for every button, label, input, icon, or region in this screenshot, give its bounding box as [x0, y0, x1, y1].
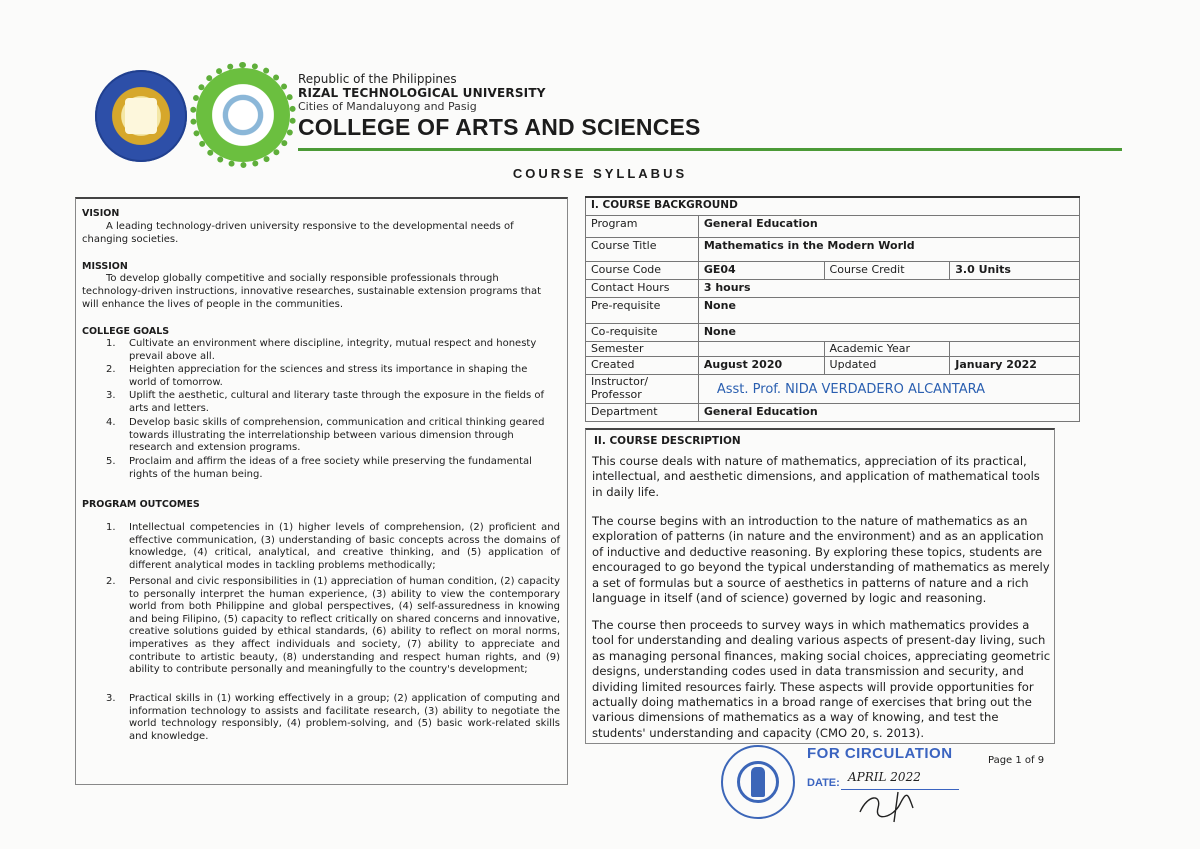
coreq-label: Co-requisite	[586, 324, 699, 342]
prereq-label: Pre-requisite	[586, 298, 699, 324]
mission-text: To develop globally competitive and socially responsible professionals through technology-driven instructions, innovative researches, sustainable extension programs that will enhance the lives of people in the communities.	[82, 273, 542, 310]
course-credit-value: 3.0 Units	[950, 262, 1080, 280]
vision-heading: VISION	[82, 208, 120, 219]
outcome-item: 3. Practical skills in (1) working effectively in a group; (2) application of computing and information technology to assists and facilitate research, (3) ability to negotiate the world technology responsibly, (4) problem-solving, and (5) basic work-related skills and knowledge.	[106, 693, 560, 742]
college-name: COLLEGE OF ARTS AND SCIENCES	[298, 114, 701, 140]
contact-hours-label: Contact Hours	[586, 280, 699, 298]
university-name: RIZAL TECHNOLOGICAL UNIVERSITY	[298, 86, 546, 100]
academic-year-value	[950, 342, 1080, 357]
vision-text: A leading technology-driven university responsive to the developmental needs of changing societies.	[82, 221, 514, 245]
for-circulation-label: FOR CIRCULATION	[807, 745, 953, 762]
description-paragraph: This course deals with nature of mathematics, appreciation of its practical, intellectual, and aesthetic dimensions, and application of mathematical tools in daily life.	[592, 454, 1040, 499]
instructor-value: Asst. Prof. NIDA VERDADERO ALCANTARA	[698, 375, 1079, 404]
republic-line: Republic of the Philippines	[298, 72, 457, 86]
department-value: General Education	[698, 404, 1079, 422]
vmgo-panel	[75, 197, 568, 785]
instructor-label: Instructor/ Professor	[586, 375, 699, 404]
course-credit-label: Course Credit	[824, 262, 950, 280]
stamp-date-label: DATE:	[807, 777, 840, 789]
outcomes-heading: PROGRAM OUTCOMES	[82, 499, 200, 510]
course-background-table	[585, 196, 1080, 422]
course-code-label: Course Code	[586, 262, 699, 280]
goal-item: 1. Cultivate an environment where discipline, integrity, mutual respect and honesty prevail above all.	[106, 338, 537, 362]
outcome-item: 2. Personal and civic responsibilities in (1) appreciation of human condition, (2) capacity to personally interpret the human experience, (3) ability to view the contemporary world from both Philippine and global perspectives, (4) self-assuredness in knowing and being Filipino, (5) capacity to reflect critically on shared concerns and innovative, creative solutions guided by ethical standards, (6) ability to reflect on moral norms, imperatives as they affect individuals and society, (7) ability to appreciate and contribute to artistic beauty, (8) understanding and respect human rights, and (9) ability to contribute personally and meaningfully to the country's development;	[106, 576, 560, 676]
header-divider	[298, 148, 1122, 151]
handwritten-date: APRIL 2022	[848, 770, 921, 784]
goal-item: 2. Heighten appreciation for the sciences and stress its importance in shaping the world of tomorrow.	[106, 364, 528, 388]
description-heading: II. COURSE DESCRIPTION	[594, 435, 741, 447]
created-value: August 2020	[698, 357, 824, 375]
prereq-value: None	[698, 298, 1079, 324]
background-heading: I. COURSE BACKGROUND	[586, 197, 1080, 216]
circulation-seal-icon	[721, 745, 795, 819]
goal-item: 5. Proclaim and affirm the ideas of a free society while preserving the fundamental rights of the human being.	[106, 456, 532, 480]
program-value: General Education	[698, 216, 1079, 238]
course-title-label: Course Title	[586, 238, 699, 262]
course-title-value: Mathematics in the Modern World	[698, 238, 1079, 262]
description-paragraph: The course then proceeds to survey ways in which mathematics provides a tool for understanding and dealing various aspects of present-day living, such as managing personal finances, making social choices, appreciating geometric designs, understanding codes used in data transmission and security, and dividing limited resources fairly. These aspects will provide opportunities for actually doing mathematics in a broad range of exercises that bring out the various dimensions of mathematics as a way of knowing, and test the students' understanding and capacity (CMO 20, s. 2013).	[592, 618, 1051, 740]
semester-value	[698, 342, 824, 357]
cas-logo	[196, 68, 290, 162]
outcome-item: 1. Intellectual competencies in (1) higher levels of comprehension, (2) proficient and effective communication, (3) understanding of basic concepts across the domains of knowledge, (4) critical, analytical, and creative thinking, and (5) application of different analytical modes in tackling problems methodically;	[106, 522, 560, 571]
letterhead	[298, 72, 701, 141]
coreq-value: None	[698, 324, 1079, 342]
goals-heading: COLLEGE GOALS	[82, 326, 170, 337]
page-title: COURSE SYLLABUS	[512, 166, 688, 181]
mission-heading: MISSION	[82, 261, 128, 272]
program-label: Program	[586, 216, 699, 238]
description-paragraph: The course begins with an introduction to the nature of mathematics as an exploration of patterns (in nature and the environment) and as an application of inductive and deductive reasoning. By exploring these topics, students are encouraged to go beyond the typical understanding of mathematics as merely a set of formulas but a source of aesthetics in patterns of nature and a rich language in itself (and of science) governed by logic and reasoning.	[592, 514, 1050, 606]
updated-value: January 2022	[950, 357, 1080, 375]
course-code-value: GE04	[698, 262, 824, 280]
semester-label: Semester	[586, 342, 699, 357]
rtu-logo	[95, 70, 187, 162]
goal-item: 4. Develop basic skills of comprehension, communication and critical thinking geared towards illustrating the interrelationship between various dimension through research and extension programs.	[106, 417, 545, 453]
created-label: Created	[586, 357, 699, 375]
updated-label: Updated	[824, 357, 950, 375]
handwritten-date-and-signature	[838, 764, 938, 824]
goal-item: 3. Uplift the aesthetic, cultural and literary taste through the exposure in the fields of arts and letters.	[106, 390, 545, 414]
cities-line: Cities of Mandaluyong and Pasig	[298, 100, 477, 113]
contact-hours-value: 3 hours	[698, 280, 1079, 298]
department-label: Department	[586, 404, 699, 422]
academic-year-label: Academic Year	[824, 342, 950, 357]
course-description-panel	[585, 428, 1055, 744]
page-number: Page 1 of 9	[988, 755, 1045, 766]
